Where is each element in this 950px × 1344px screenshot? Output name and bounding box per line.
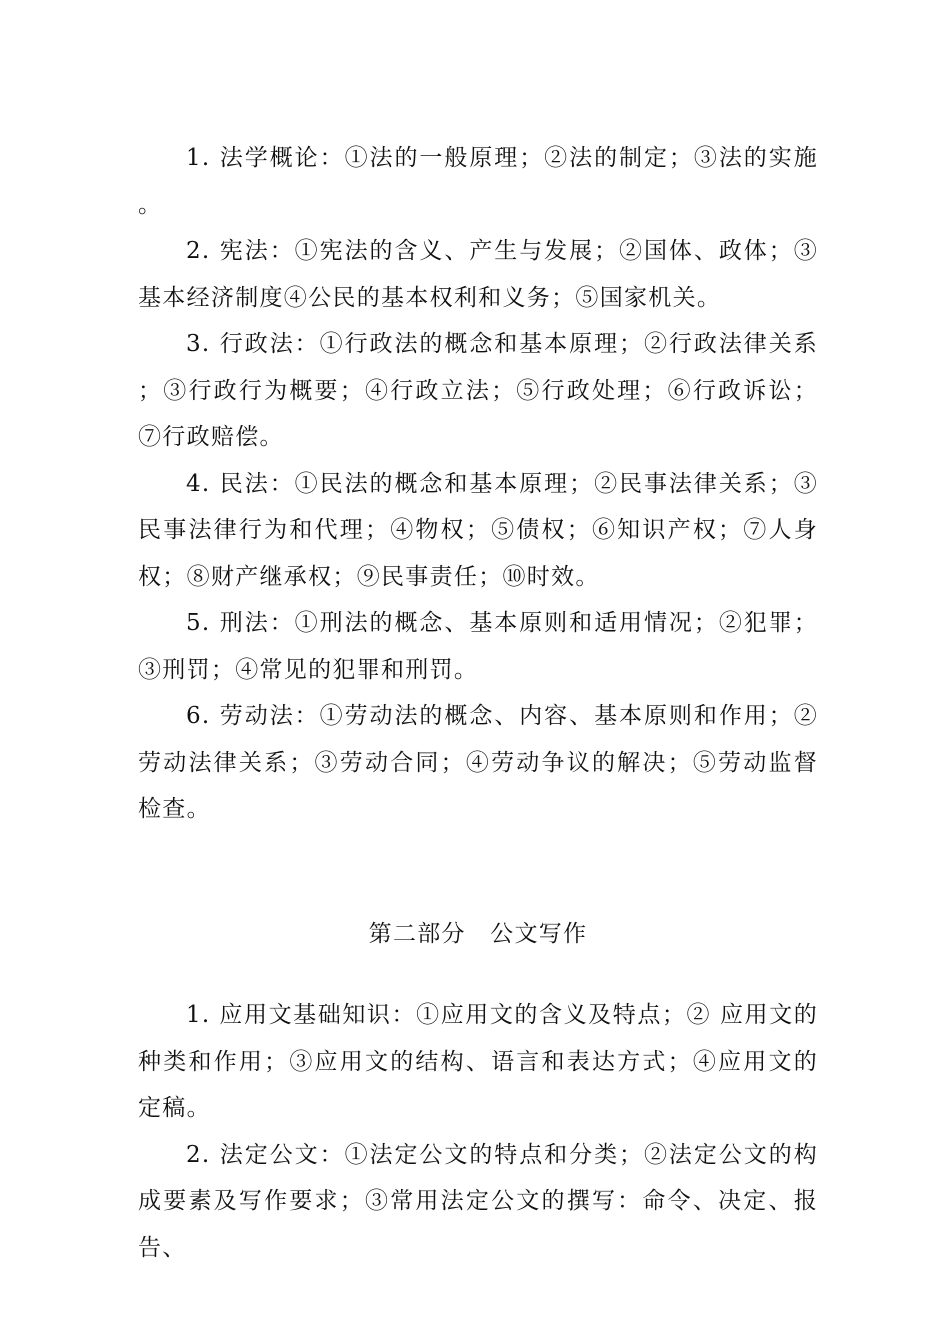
section-spacer (138, 957, 818, 992)
item-labor-law: 6. 劳动法：①劳动法的概念、内容、基本原则和作用；②劳动法律关系；③劳动合同；④劳动争议的解决；⑤劳动监督检查。 (138, 703, 818, 822)
item-applied-writing-basics: 1. 应用文基础知识：①应用文的含义及特点；② 应用文的种类和作用；③应用文的结构、语言和表达方式；④应用文的定稿。 (138, 1002, 818, 1121)
item-statutory-documents: 2. 法定公文：①法定公文的特点和分类；②法定公文的构成要素及写作要求；③常用法定公文的撰写：命令、决定、报告、 (138, 1141, 818, 1261)
item-constitution: 2. 宪法：①宪法的含义、产生与发展；②国体、政体；③基本经济制度④公民的基本权利和义务；⑤国家机关。 (138, 238, 818, 311)
item-civil-law: 4. 民法：①民法的概念和基本原理；②民事法律关系；③民事法律行为和代理；④物权；⑤债权；⑥知识产权；⑦人身权；⑧财产继承权；⑨民事责任；⑩时效。 (138, 470, 818, 590)
section-spacer (138, 833, 818, 911)
item-law-intro: 1. 法学概论：①法的一般原理；②法的制定；③法的实施。 (138, 145, 818, 218)
item-criminal-law: 5. 刑法：①刑法的概念、基本原则和适用情况；②犯罪；③刑罚；④常见的犯罪和刑罚。 (138, 610, 818, 683)
document-body (138, 135, 818, 1271)
section-title-part2: 第二部分 公文写作 (368, 920, 588, 947)
item-administrative-law: 3. 行政法：①行政法的概念和基本原理；②行政法律关系；③行政行为概要；④行政立法；⑤行政处理；⑥行政诉讼；⑦行政赔偿。 (138, 331, 818, 450)
